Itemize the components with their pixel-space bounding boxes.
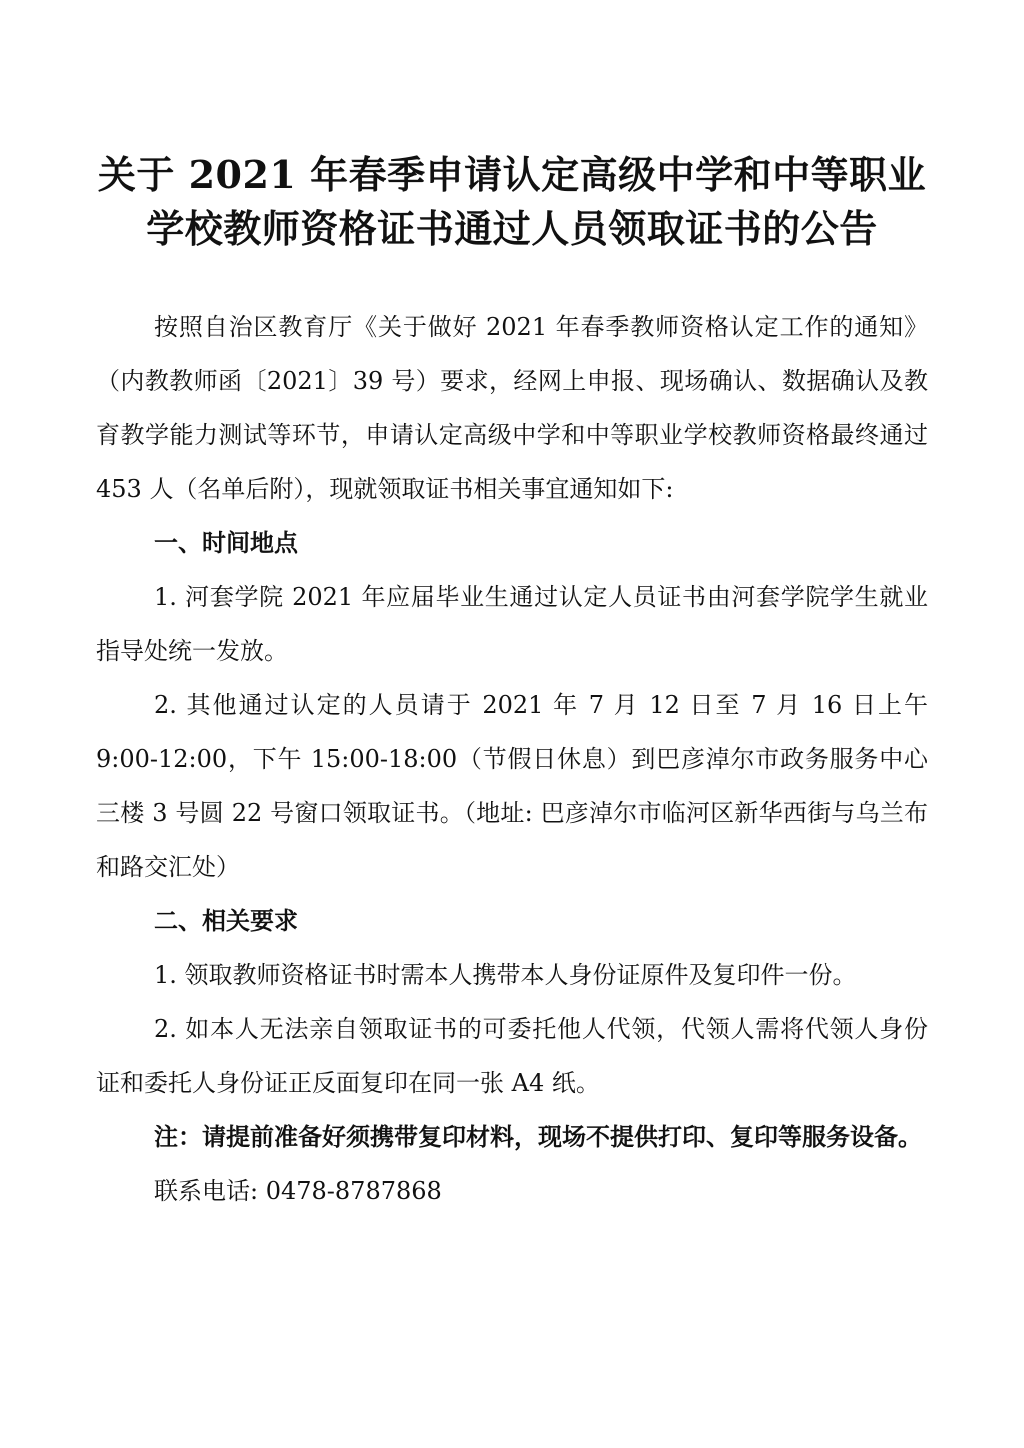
section-heading-requirements: 二、相关要求 [154, 907, 298, 935]
section-heading-time-location: 一、时间地点 [154, 529, 298, 557]
document-title: 关于 2021 年春季申请认定高级中学和中等职业学校教师资格证书通过人员领取证书的公告 [97, 152, 927, 251]
intro-paragraph: 按照自治区教育厅《关于做好 2021 年春季教师资格认定工作的通知》（内教教师函〔2021〕39 号）要求，经网上申报、现场确认、数据确认及教育教学能力测试等环节，申请认定高级中学和中等职业学校教师资格最终通过 453 人（名单后附），现就领取证书相关事宜通知如下: [96, 313, 928, 503]
contact-phone: 联系电话: 0478-8787868 [154, 1177, 442, 1205]
note-paragraph: 注：请提前准备好须携带复印材料，现场不提供打印、复印等服务设备。 [154, 1122, 922, 1151]
document-body [96, 300, 928, 1218]
section2-item-2: 2. 如本人无法亲自领取证书的可委托他人代领，代领人需将代领人身份证和委托人身份证正反面复印在同一张 A4 纸。 [96, 1015, 928, 1097]
section1-item-2: 2. 其他通过认定的人员请于 2021 年 7 月 12 日至 7 月 16 日上午 9:00-12:00，下午 15:00-18:00（节假日休息）到巴彦淖尔市政务服务中心三楼 3 号圆 22 号窗口领取证书。（地址: 巴彦淖尔市临河区新华西街与乌兰布和路交汇处） [96, 691, 928, 881]
section1-item-1: 1. 河套学院 2021 年应届毕业生通过认定人员证书由河套学院学生就业指导处统一发放。 [96, 583, 928, 665]
section2-item-1: 1. 领取教师资格证书时需本人携带本人身份证原件及复印件一份。 [154, 961, 857, 989]
